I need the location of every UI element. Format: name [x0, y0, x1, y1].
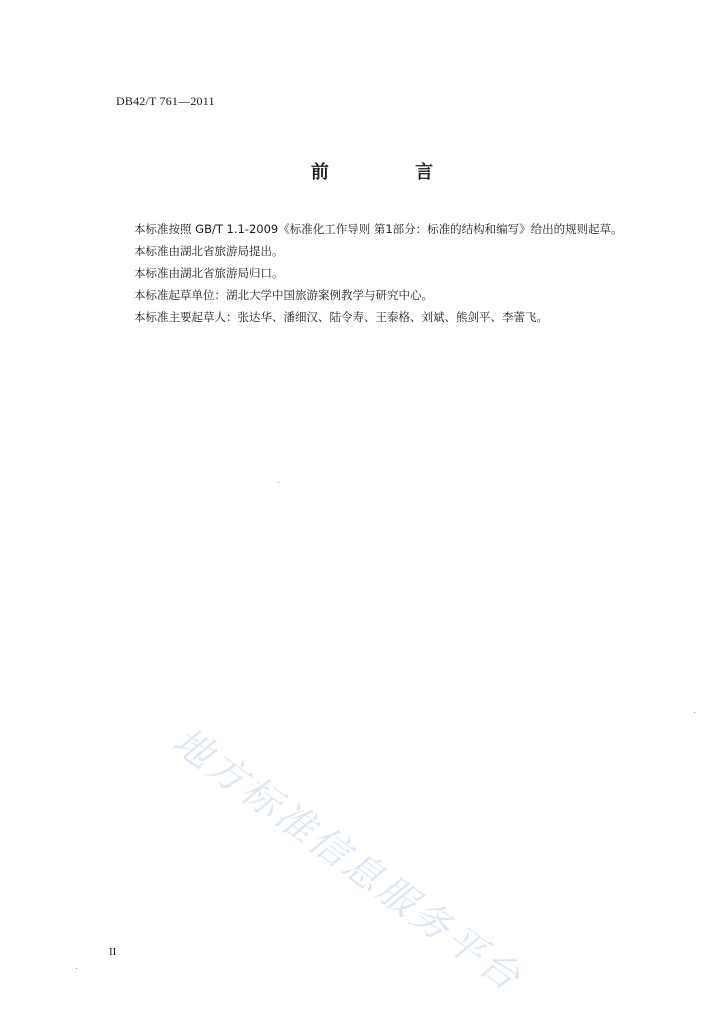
scan-speck	[76, 968, 77, 969]
foreword-body	[134, 218, 694, 328]
paragraph-drafting-unit: 本标准起草单位：湖北大学中国旅游案例教学与研究中心。	[134, 288, 433, 302]
paragraph-administrator: 本标准由湖北省旅游局归口。	[134, 266, 284, 280]
paragraph-proposer: 本标准由湖北省旅游局提出。	[134, 244, 284, 258]
page-number: II	[109, 946, 117, 958]
scan-speck	[278, 482, 279, 483]
page-title: 前 言	[310, 162, 474, 183]
scan-speck	[694, 712, 695, 713]
paragraph-drafters: 本标准主要起草人：张达华、潘细汉、陆令寿、王泰格、刘斌、熊剑平、李蕾飞。	[134, 310, 548, 324]
standard-code: DB42/T 761—2011	[116, 94, 215, 108]
watermark-text: 地方标准信息服务平台	[165, 718, 531, 1002]
paragraph-drafting-rules: 本标准按照 GB/T 1.1-2009《标准化工作导则 第1部分：标准的结构和编写》给出的规则起草。	[134, 222, 623, 236]
